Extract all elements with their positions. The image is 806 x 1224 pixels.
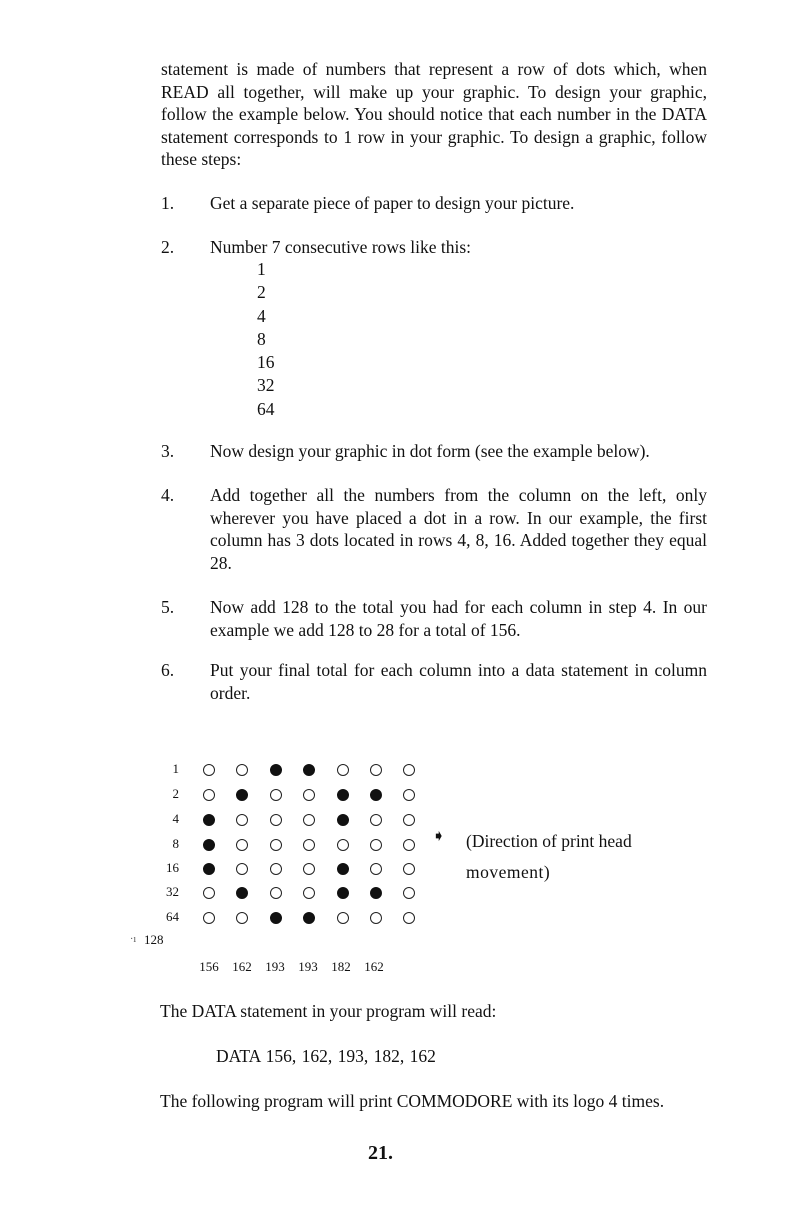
empty-dot — [203, 912, 215, 924]
page-number: 21. — [368, 1142, 393, 1164]
filled-dot — [370, 789, 382, 801]
direction-line-1: (Direction of print head — [466, 831, 632, 851]
filled-dot — [370, 887, 382, 899]
empty-dot — [270, 863, 282, 875]
empty-dot — [270, 814, 282, 826]
empty-dot — [370, 863, 382, 875]
empty-dot — [403, 789, 415, 801]
empty-dot — [270, 839, 282, 851]
stray-mark: ·ı — [130, 934, 137, 945]
empty-dot — [370, 814, 382, 826]
row-number-list — [257, 258, 275, 421]
column-total: 162 — [232, 959, 252, 974]
filled-dot — [303, 912, 315, 924]
step-number: 2. — [161, 237, 175, 257]
step-number: 6. — [161, 660, 175, 680]
empty-dot — [303, 814, 315, 826]
empty-dot — [270, 887, 282, 899]
grid-row-label: 8 — [172, 836, 179, 851]
row-number: 1 — [257, 259, 266, 279]
empty-dot — [403, 863, 415, 875]
grid-row-label: 1 — [172, 761, 179, 776]
step-number: 1. — [161, 193, 175, 213]
empty-dot — [403, 912, 415, 924]
empty-dot — [270, 789, 282, 801]
row-number: 2 — [257, 282, 266, 303]
filled-dot — [337, 814, 349, 826]
filled-dot — [203, 814, 215, 826]
filled-dot — [236, 789, 248, 801]
column-total: 193 — [298, 959, 318, 974]
column-total: 193 — [265, 959, 285, 974]
step-text: Now add 128 to the total you had for each column in step 4. In our example we add 128 to 28 for a total of 156. — [210, 597, 707, 640]
step-number: 5. — [161, 597, 175, 617]
filled-dot — [303, 764, 315, 776]
filled-dot — [270, 912, 282, 924]
empty-dot — [236, 863, 248, 875]
direction-caption — [466, 826, 696, 888]
step-number: 4. — [161, 485, 175, 505]
empty-dot — [370, 839, 382, 851]
data-statement: DATA 156, 162, 193, 182, 162 — [216, 1046, 436, 1066]
row-number: 8 — [257, 328, 266, 349]
empty-dot — [203, 789, 215, 801]
grid-row-label: 16 — [166, 860, 179, 875]
empty-dot — [370, 912, 382, 924]
closing-sentence: The following program will print COMMODORE with its logo 4 times. — [160, 1091, 665, 1111]
column-total: 162 — [364, 959, 384, 974]
step-text: Now design your graphic in dot form (see the example below). — [210, 441, 650, 461]
step-number: 3. — [161, 441, 175, 461]
filled-dot — [337, 863, 349, 875]
filled-dot — [236, 887, 248, 899]
filled-dot — [203, 839, 215, 851]
empty-dot — [236, 814, 248, 826]
filled-dot — [203, 863, 215, 875]
row-number: 64 — [257, 398, 275, 419]
empty-dot — [403, 764, 415, 776]
intro-paragraph: statement is made of numbers that represent a row of dots which, when READ all together, will make up your graphic. To design your graphic, follow the example below. You should notice that each number in the DATA statement corresponds to 1 row in your graphic. To design a graphic, follow these steps: — [161, 59, 707, 169]
filled-dot — [337, 789, 349, 801]
step-text: Put your final total for each column into a data statement in column order. — [210, 660, 707, 703]
empty-dot — [203, 764, 215, 776]
direction-line-2: movement) — [466, 862, 551, 882]
step-text: Add together all the numbers from the column on the left, only wherever you have placed a dot in a row. In our example, the first column has 3 dots located in rows 4, 8, 16. Added together they equal 28. — [210, 485, 707, 573]
empty-dot — [403, 887, 415, 899]
grid-row-label: 64 — [166, 909, 179, 924]
empty-dot — [303, 839, 315, 851]
empty-dot — [403, 814, 415, 826]
empty-dot — [236, 912, 248, 924]
empty-dot — [236, 764, 248, 776]
empty-dot — [303, 789, 315, 801]
data-intro: The DATA statement in your program will read: — [160, 1001, 497, 1021]
arrow-right-icon: ➧ — [432, 828, 446, 845]
row-number: 4 — [257, 305, 266, 326]
empty-dot — [337, 912, 349, 924]
empty-dot — [303, 863, 315, 875]
step-text: Get a separate piece of paper to design your picture. — [210, 193, 575, 213]
step-text: Number 7 consecutive rows like this: — [210, 237, 471, 257]
grid-extra-label: 128 — [144, 932, 164, 947]
column-total: 156 — [199, 959, 219, 974]
empty-dot — [236, 839, 248, 851]
empty-dot — [203, 887, 215, 899]
grid-row-label: 4 — [172, 811, 179, 826]
empty-dot — [403, 839, 415, 851]
empty-dot — [370, 764, 382, 776]
grid-row-label: 2 — [172, 786, 179, 801]
filled-dot — [337, 887, 349, 899]
empty-dot — [337, 764, 349, 776]
empty-dot — [303, 887, 315, 899]
column-total: 182 — [331, 959, 351, 974]
filled-dot — [270, 764, 282, 776]
grid-row-label: 32 — [166, 884, 179, 899]
empty-dot — [337, 839, 349, 851]
row-number: 32 — [257, 375, 275, 396]
row-number: 16 — [257, 352, 275, 373]
